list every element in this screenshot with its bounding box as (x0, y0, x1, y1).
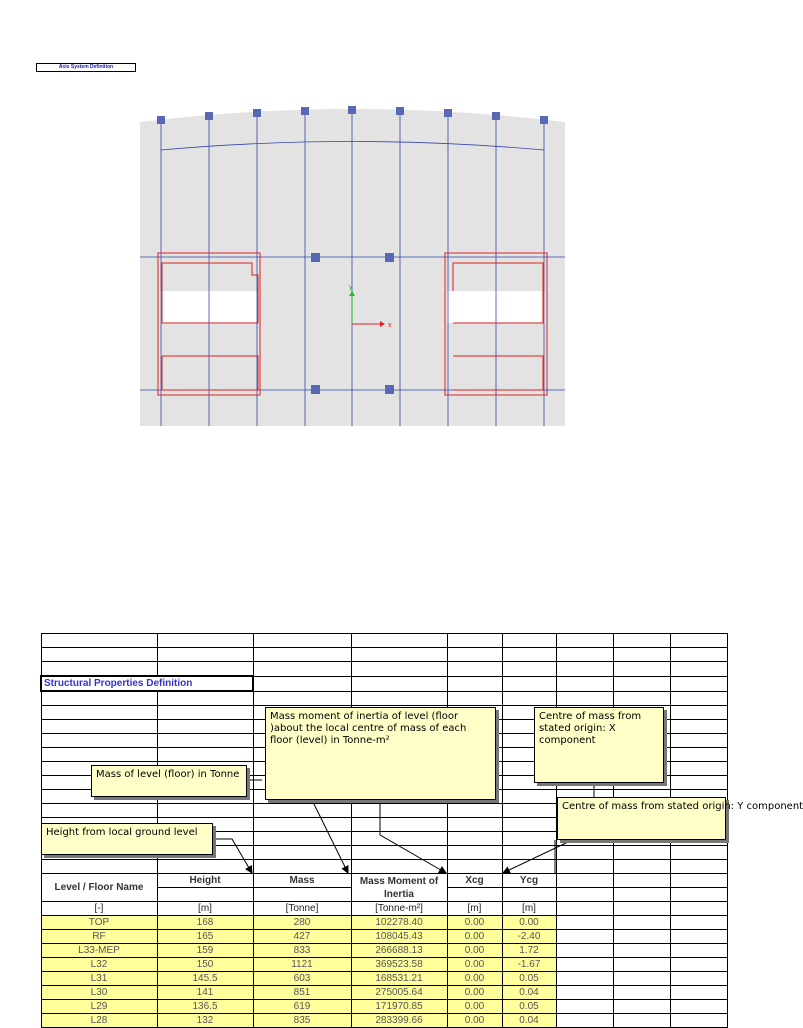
header-height: Height (157, 874, 253, 888)
unit-cell: [m] (157, 902, 253, 916)
table-cell[interactable]: 0.00 (447, 930, 502, 944)
table-cell[interactable]: 165 (157, 930, 253, 944)
axis-system-title: Axis System Definition (36, 63, 136, 72)
table-cell[interactable]: 369523.58 (351, 958, 447, 972)
unit-cell: [Tonne] (253, 902, 351, 916)
table-cell[interactable]: 427 (253, 930, 351, 944)
table-cell[interactable]: 0.00 (447, 986, 502, 1000)
table-cell[interactable]: 136.5 (157, 1000, 253, 1014)
header-xcg: Xcg (447, 874, 502, 888)
table-cell[interactable]: -1.67 (502, 958, 556, 972)
table-row (41, 916, 727, 930)
table-cell[interactable]: 0.05 (502, 972, 556, 986)
unit-cell: [-] (41, 902, 157, 916)
table-cell[interactable]: 851 (253, 986, 351, 1000)
table-cell[interactable]: 0.00 (447, 1014, 502, 1028)
table-cell[interactable]: RF (41, 930, 157, 944)
table-cell[interactable]: 0.00 (447, 916, 502, 930)
table-cell[interactable]: 0.00 (447, 944, 502, 958)
table-row (41, 986, 727, 1000)
header-level-name: Level / Floor Name (41, 874, 157, 902)
table-cell[interactable]: 0.05 (502, 1000, 556, 1014)
floor-plan-diagram (140, 100, 565, 426)
table-cell[interactable]: 145.5 (157, 972, 253, 986)
sheet-title: Structural Properties Definition (41, 676, 253, 691)
header-mass: Mass (253, 874, 351, 888)
header-ycg: Ycg (502, 874, 556, 888)
table-cell[interactable]: L28 (41, 1014, 157, 1028)
table-cell[interactable]: L29 (41, 1000, 157, 1014)
table-cell[interactable]: 833 (253, 944, 351, 958)
table-cell[interactable]: 108045.43 (351, 930, 447, 944)
table-cell[interactable]: -2.40 (502, 930, 556, 944)
table-cell[interactable]: 835 (253, 1014, 351, 1028)
table-row (41, 944, 727, 958)
table-cell[interactable]: 150 (157, 958, 253, 972)
table-cell[interactable]: 266688.13 (351, 944, 447, 958)
units-row (41, 902, 727, 916)
table-cell[interactable]: L30 (41, 986, 157, 1000)
table-cell[interactable]: L33-MEP (41, 944, 157, 958)
table-row (41, 958, 727, 972)
table-cell[interactable]: 275005.64 (351, 986, 447, 1000)
table-cell[interactable]: 1121 (253, 958, 351, 972)
table-cell[interactable]: TOP (41, 916, 157, 930)
table-row (41, 1000, 727, 1014)
table-cell[interactable]: 603 (253, 972, 351, 986)
table-cell[interactable]: L32 (41, 958, 157, 972)
unit-cell: [m] (502, 902, 556, 916)
table-cell[interactable]: 280 (253, 916, 351, 930)
table-cell[interactable]: 283399.66 (351, 1014, 447, 1028)
y-axis-label: y (349, 284, 353, 291)
table-row (41, 972, 727, 986)
table-cell[interactable]: 141 (157, 986, 253, 1000)
header-mass-moment: Mass Moment of Inertia (351, 874, 447, 902)
table-row (41, 1014, 727, 1028)
callout-xcg: Centre of mass from stated origin: X component (534, 707, 664, 783)
table-cell[interactable]: 1.72 (502, 944, 556, 958)
x-axis-label: x (388, 322, 392, 329)
table-cell[interactable]: 168 (157, 916, 253, 930)
table-cell[interactable]: 102278.40 (351, 916, 447, 930)
table-cell[interactable]: 171970.85 (351, 1000, 447, 1014)
table-cell[interactable]: 0.00 (447, 958, 502, 972)
unit-cell: [m] (447, 902, 502, 916)
table-cell[interactable]: 168531.21 (351, 972, 447, 986)
callout-ycg: Centre of mass from stated origin: Y component (557, 797, 726, 840)
floor-slab (140, 109, 565, 426)
table-cell[interactable]: 0.00 (447, 972, 502, 986)
table-cell[interactable]: 159 (157, 944, 253, 958)
table-cell[interactable]: 0.04 (502, 986, 556, 1000)
callout-mass: Mass of level (floor) in Tonne (91, 765, 247, 797)
callout-mass-moment-inertia: Mass moment of inertia of level (floor )about the local centre of mass of each floor (level) in Tonne-m² (265, 707, 496, 800)
table-cell[interactable]: 132 (157, 1014, 253, 1028)
table-cell[interactable]: 0.00 (447, 1000, 502, 1014)
table-cell[interactable]: 0.00 (502, 916, 556, 930)
table-row (41, 930, 727, 944)
unit-cell: [Tonne-m²] (351, 902, 447, 916)
table-cell[interactable]: L31 (41, 972, 157, 986)
callout-height: Height from local ground level (41, 823, 213, 855)
table-cell[interactable]: 619 (253, 1000, 351, 1014)
table-cell[interactable]: 0.04 (502, 1014, 556, 1028)
